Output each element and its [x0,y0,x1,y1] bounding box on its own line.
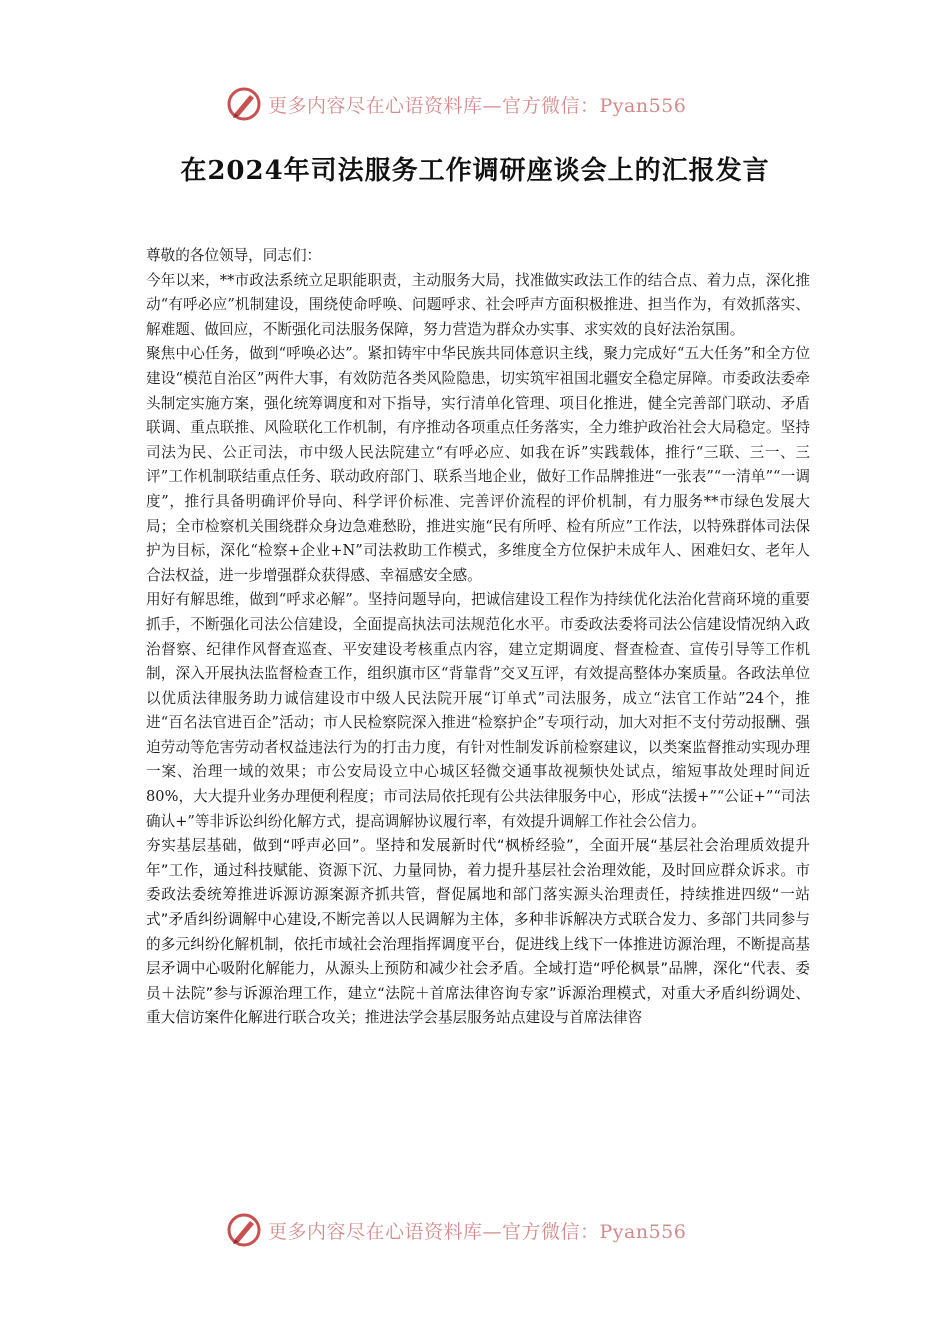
salutation: 尊敬的各位领导，同志们： [146,247,322,264]
pen-circle-logo-icon [226,1212,262,1248]
paragraph: 用好有解思维，做到“呼求必解”。坚持问题导向，把诚信建设工程作为持续优化法治化营商环境的重要抓手，不断强化司法公信建设，全面提高执法司法规范化水平。市委政法委将司法公信建设情况纳入政治督察、纪律作风督查巡查、平安建设考核重点内容，建立定期调度、督查检查、宣传引导等工作机制，深入开展执法监督检查工作，组织旗市区“背靠背”交叉互评，有效提高整体办案质量。各政法单位以优质法律服务助力诚信建设市中级人民法院开展“订单式”司法服务，成立“法官工作站”24个，推进“百名法官进百企”活动；市人民检察院深入推进“检察护企”专项行动，加大对拒不支付劳动报酬、强迫劳动等危害劳动者权益违法行为的打击力度，有针对性制发诉前检察建议，以类案监督推动实现办理一案、治理一域的效果；市公安局设立中心城区轻微交通事故视频快处试点，缩短事故处理时间近80%，大大提升业务办理便利程度；市司法局依托现有公共法律服务中心，形成“法援+”“公证+”“司法确认+”等非诉讼纠纷化解方式，提高调解协议履行率，有效提升调解工作社会公信力。 [146,591,810,830]
banner-text: 更多内容尽在心语资料库—官方微信：Pyan556 [268,1220,687,1243]
header-banner [226,84,726,124]
paragraph: 夯实基层基础，做到“呼声必回”。坚持和发展新时代“枫桥经验”，全面开展“基层社会治理质效提升年”工作，通过科技赋能、资源下沉、力量同协，着力提升基层社会治理效能，及时回应群众诉求。市委政法委统筹推进诉源访源案源齐抓共管，督促属地和部门落实源头治理责任，持续推进四级“一站式”矛盾纠纷调解中心建设,不断完善以人民调解为主体，多种非诉解决方式联合发力、多部门共同参与的多元纠纷化解机制，依托市域社会治理指挥调度平台，促进线上线下一体推进访源治理，不断提高基层矛调中心吸附化解能力，从源头上预防和减少社会矛盾。全域打造“呼伦枫景”品牌，深化“代表、委员＋法院”参与诉源治理工作，建立“法院＋首席法律咨询专家”诉源治理模式，对重大矛盾纠纷调处、重大信访案件化解进行联合攻关；推进法学会基层服务站点建设与首席法律咨 [146,837,810,1027]
banner-text: 更多内容尽在心语资料库—官方微信：Pyan556 [268,94,687,117]
paragraph: 今年以来，**市政法系统立足职能职责，主动服务大局，找准做实政法工作的结合点、着力点，深化推动“有呼必应”机制建设，围绕使命呼唤、问题呼求、社会呼声方面积极推进、担当作为，有效抓落实、解难题、做回应，不断强化司法服务保障，努力营造为群众办实事、求实效的良好法治氛围。 [146,271,810,338]
footer-banner [226,1210,726,1250]
document-body [146,244,810,1031]
pen-circle-logo-icon [226,86,262,122]
document-title: 在2024年司法服务工作调研座谈会上的汇报发言 [180,156,770,186]
paragraph: 聚焦中心任务，做到“呼唤必达”。紧扣铸牢中华民族共同体意识主线，聚力完成好“五大任务”和全方位建设“模范自治区”两件大事，有效防范各类风险隐患，切实筑牢祖国北疆安全稳定屏障。市委政法委牵头制定实施方案，强化统筹调度和对下指导，实行清单化管理、项目化推进，健全完善部门联动、矛盾联调、重点联推、风险联化工作机制，有序推动各项重点任务落实，全力维护政治社会大局稳定。坚持司法为民、公正司法，市中级人民法院建立“有呼必应、如我在诉”实践载体，推行“三联、三一、三评”工作机制联结重点任务、联动政府部门、联系当地企业，做好工作品牌推进“一张表”“一清单”“一调度”，推行具备明确评价导向、科学评价标准、完善评价流程的评价机制，有力服务**市绿色发展大局；全市检察机关围绕群众身边急难愁盼，推进实施“民有所呼、检有所应”工作法，以特殊群体司法保护为目标，深化“检察+企业+N”司法救助工作模式，多维度全方位保护未成年人、困难妇女、老年人合法权益，进一步增强群众获得感、幸福感安全感。 [146,345,810,584]
